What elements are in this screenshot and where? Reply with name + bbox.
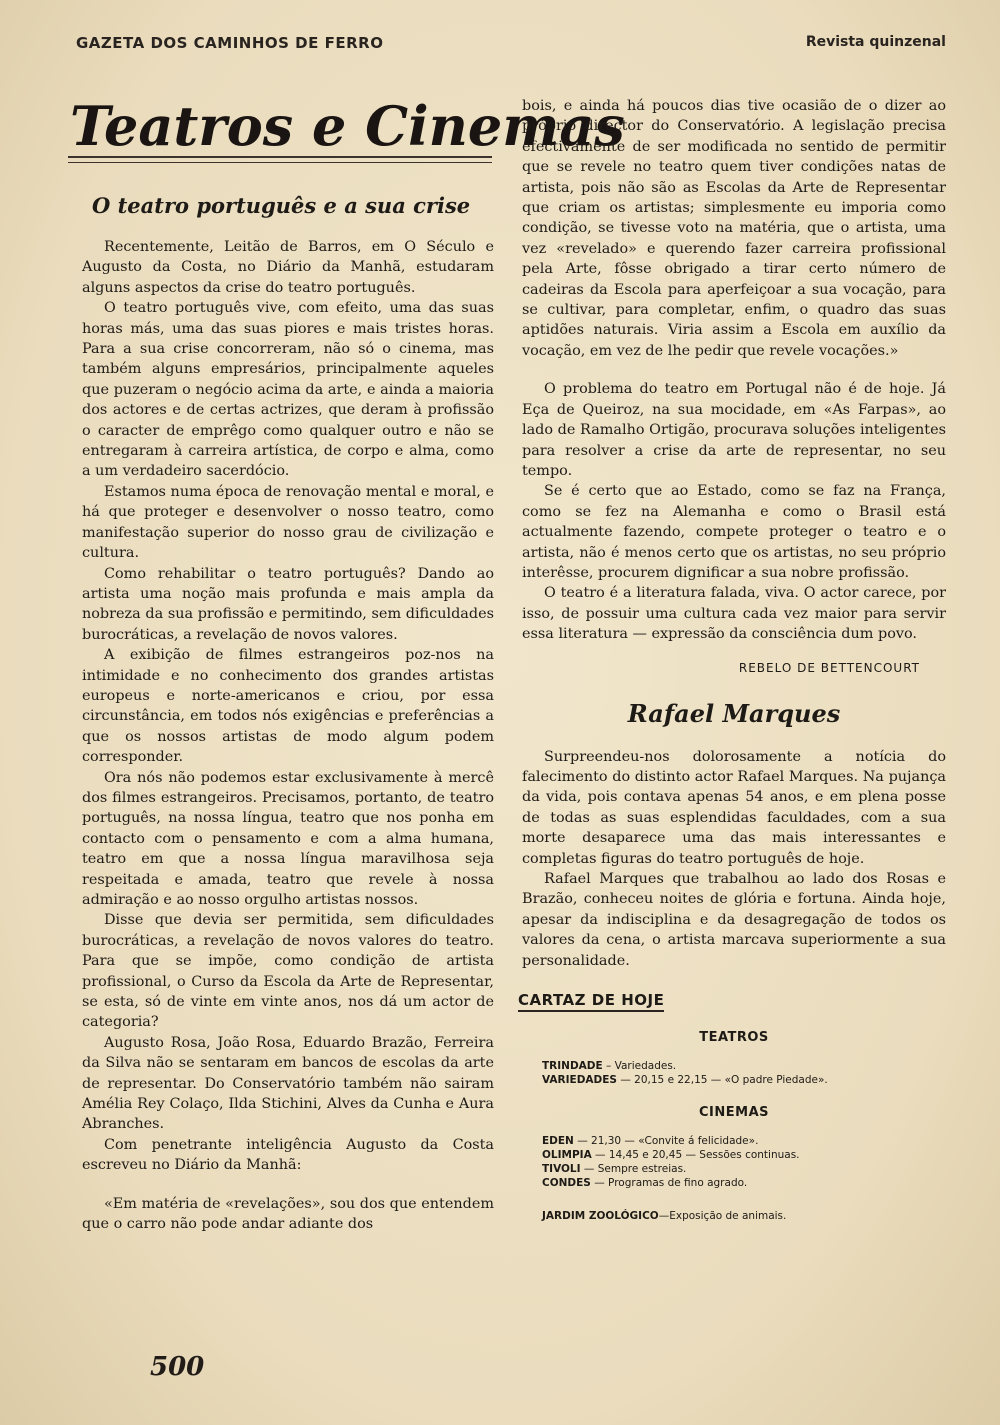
quote-paragraph: «Em matéria de «revelações», sou dos que entendem que o carro não pode andar adiante dos [82,1195,494,1233]
listing-row [542,1148,946,1162]
venue-name: EDEN [542,1135,574,1148]
article-paragraph: Surpreendeu-nos dolorosamente a notícia do falecimento do distinto actor Rafael Marques. Na pujança da vida, pois contava apenas 54 anos, e em plena posse de todas as suas esplendidas faculdades, com a sua morte desaparece uma das mais interessantes e completas figuras do teatro português de hoje. [522,748,946,867]
venue-name: CONDES [542,1177,591,1190]
article-author: REBELO DE BETTENCOURT [738,660,920,675]
venue-info: — 20,15 e 22,15 — «O padre Piedade». [617,1074,828,1087]
venue-info: — Programas de fino agrado. [590,1177,748,1190]
listing-row [542,1073,946,1087]
venue-info: – Variedades. [602,1060,677,1073]
right-column [518,96,946,1223]
page-number: 500 [150,1352,205,1382]
cinemas-listing [522,1134,946,1190]
article-paragraph: Ora nós não podemos estar exclusivamente à mercê dos filmes estrangeiros. Precisamos, portanto, de teatro português, na nossa língua, teatro que nos ponha em contacto com o pensamento e com a alma humana, teatro em que a nossa língua maravilhosa seja respeitada e amada, teatro que revele à nossa admiração e ao nosso orgulho artistas nossos. [82,769,494,908]
article-paragraph: A exibição de filmes estrangeiros poz-nos na intimidade e no conhecimento dos grandes artistas europeus e norte-americanos e criou, por essa circunstância, em todos nós exigências e preferências a que os nossos artistas de modo algum podem corresponder. [82,647,494,766]
venue-name: JARDIM ZOOLÓGICO [542,1210,659,1223]
quote-continuation: bois, e ainda há poucos dias tive ocasião de o dizer ao próprio director do Conservatório. A legislação precisa efectivamente de ser modificada no sentido de permitir que se revele no teatro quem tiver condições natas de artista, pois não são as Escolas da Arte de Representar que criam os artistas; simplesmente eu imporia como condição, se tivesse voto na matéria, que o artista, uma vez «revelado» e querendo fazer carreira profissional pela Arte, fôsse obrigado a tirar certo número de cadeiras da Escola para aperfeiçoar a sua vocação, para se cultivar, para completar, enfim, o quadro das suas aptidões naturais. Viria assim a Escola em auxílio da vocação, em vez de lhe pedir que revele vocações.» [522,98,946,359]
running-header-subtitle: Revista quinzenal [805,34,946,50]
cinemas-heading: CINEMAS [699,1105,769,1121]
theatres-heading: TEATROS [699,1030,769,1046]
venue-name: VARIEDADES [542,1074,617,1087]
article-paragraph: O problema do teatro em Portugal não é de hoje. Já Eça de Queiroz, na sua mocidade, em «As Farpas», ao lado de Ramalho Ortigão, procurava soluções inteligentes para resolver a crise da arte de representar, no seu tempo. [522,381,946,479]
article-paragraph: Estamos numa época de renovação mental e moral, e há que proteger e desenvolver o nosso teatro, como manifestação superior do nosso grau de civilização e cultura. [82,483,494,562]
article-body-right [522,96,946,645]
theatres-listing [522,1059,946,1087]
obituary-body [522,747,946,971]
venue-info: — 14,45 e 20,45 — Sessões continuas. [591,1149,800,1162]
title-rule-thin [68,162,492,163]
venue-info: — Sempre estreias. [580,1163,687,1176]
article-paragraph: Como rehabilitar o teatro português? Dando ao artista uma noção mais profunda e mais ampla da nobreza da sua profissão e permitindo, sem dificuldades burocráticas, a revelação de novos valores. [82,565,494,643]
listing-row [542,1134,946,1148]
section-title: Teatros e Cinemas [70,94,625,158]
venue-info: —Exposição de animais. [658,1210,787,1223]
zoo-listing [522,1210,946,1222]
article-paragraph: Disse que devia ser permitida, sem dificuldades burocráticas, a revelação de novos valores do teatro. Para que se impõe, como condição de artista profissional, o Curso da Escola da Arte de Representar, se esta, só de vinte em vinte anos, nos dá um actor de categoria? [82,912,494,1031]
venue-name: TIVOLI [542,1163,581,1176]
listing-row [542,1059,946,1073]
running-header-title: GAZETA DOS CAMINHOS DE FERRO [76,34,384,52]
listing-row [542,1176,946,1190]
listing-row [542,1162,946,1176]
article-body-left [82,237,494,1235]
venue-info: — 21,30 — «Convite á felicidade». [573,1135,759,1148]
obituary-title: Rafael Marques [627,698,841,728]
article-paragraph: Recentemente, Leitão de Barros, em O Século e Augusto da Costa, no Diário da Manhã, estudaram alguns aspectos da crise do teatro português. [82,239,494,296]
article-title: O teatro português e a sua crise [92,193,471,218]
article-paragraph: O teatro português vive, com efeito, uma das suas horas más, uma das suas piores e mais tristes horas. Para a sua crise concorreram, não só o cinema, mas também alguns empresários, principalmente aqueles que puzeram o negócio acima da arte, e ainda a maioria dos actores e de certas actrizes, que deram à profissão o caracter de emprêgo como qualquer outro e não se entregaram à carreira artística, de corpo e alma, como a um verdadeiro sacerdócio. [82,300,494,480]
venue-name: OLIMPIA [542,1149,592,1162]
article-paragraph: Augusto Rosa, João Rosa, Eduardo Brazão, Ferreira da Silva não se sentaram em bancos de escolas da arte de representar. Do Conservatório também não sairam Amélia Rey Colaço, Ilda Stichini, Alves da Cunha e Aura Abranches. [82,1034,494,1133]
article-paragraph: O teatro é a literatura falada, viva. O actor carece, por isso, de possuir uma cultura cada vez maior para servir essa literatura — expressão da consciência dum povo. [522,585,946,643]
article-paragraph: Rafael Marques que trabalhou ao lado dos Rosas e Brazão, conheceu noites de glória e fortuna. Ainda hoje, apesar da indisciplina e da desagregação de todos os valores da cena, o artista marcava superiormente a sua personalidade. [522,871,946,969]
article-paragraph: Se é certo que ao Estado, como se faz na França, como se fez na Alemanha e como o Brasil está actualmente fazendo, compete proteger o teatro e o artista, não é menos certo que os artistas, no seu próprio interêsse, procurem dignificar a sua nobre profissão. [522,483,946,581]
article-paragraph: Com penetrante inteligência Augusto da Costa escreveu no Diário da Manhã: [82,1136,494,1174]
venue-name: TRINDADE [542,1060,603,1073]
listings-title: CARTAZ DE HOJE [518,991,664,1012]
